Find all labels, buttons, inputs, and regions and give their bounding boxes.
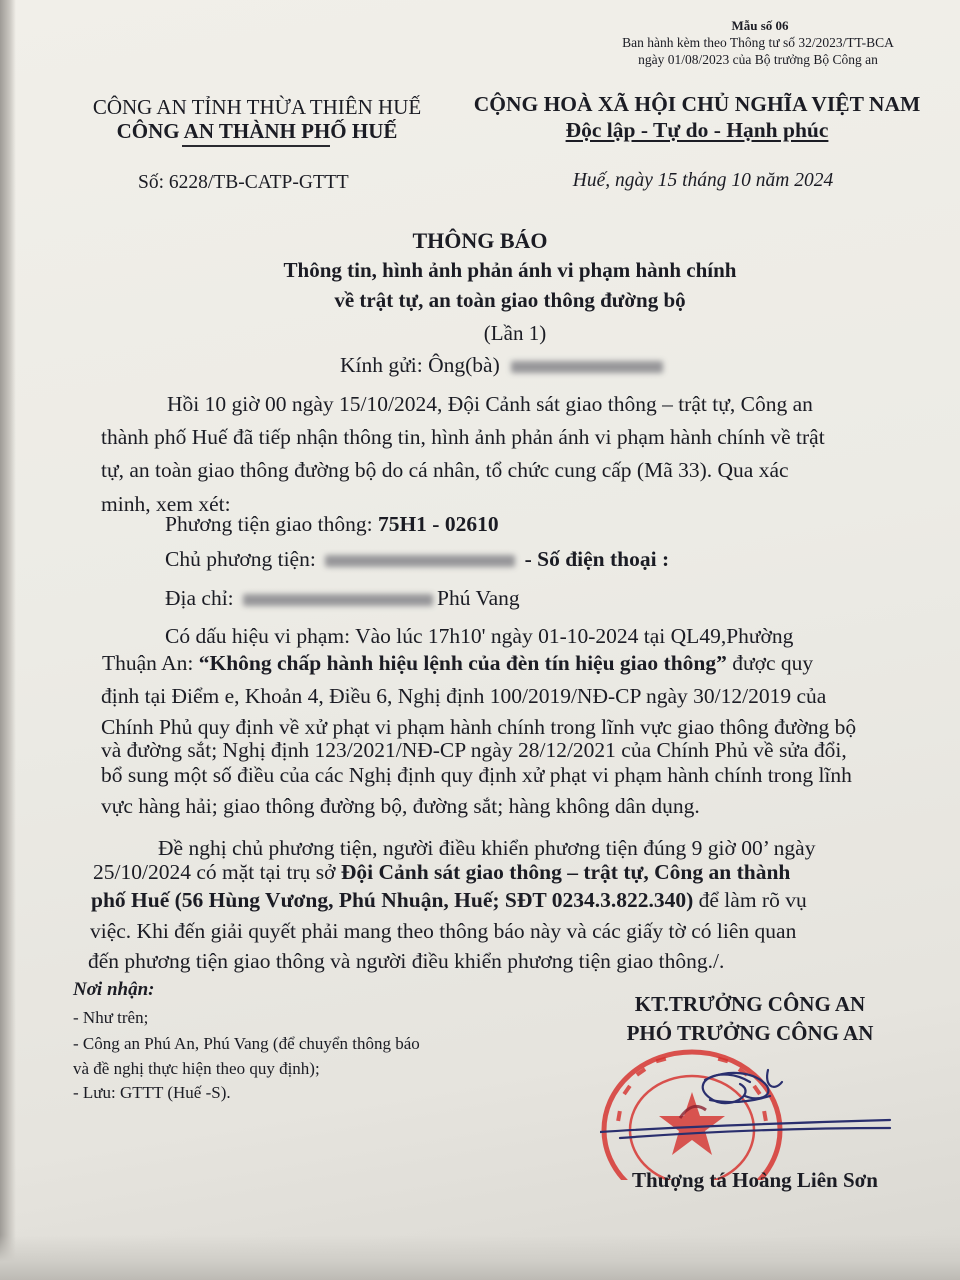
request-line-3-end: để làm rõ vụ — [693, 888, 807, 912]
violation-line-2 — [102, 653, 813, 675]
request-line-1: Đề nghị chủ phương tiện, người điều khiển phương tiện đúng 9 giờ 00’ ngày — [158, 836, 816, 860]
vehicle-plate: 75H1 - 02610 — [377, 512, 499, 536]
signer-name: Thượng tá Hoàng Liên Sơn — [632, 1168, 878, 1192]
nation-name: CỘNG HOÀ XÃ HỘI CHỦ NGHĨA VIỆT NAM — [473, 92, 921, 116]
address-line — [165, 588, 520, 610]
request-line-5: đến phương tiện giao thông và người điều khiển phương tiện giao thông./. — [88, 949, 725, 973]
signature-title-1: KT.TRƯỞNG CÔNG AN — [634, 992, 866, 1016]
agency-name-text: CÔNG AN THÀNH PHỐ HUẾ — [116, 119, 398, 143]
violation-line-7: vực hàng hải; giao thông đường bộ, đường sắt; hàng không dân dụng. — [101, 794, 700, 818]
request-line-4: việc. Khi đến giải quyết phải mang theo thông báo này và các giấy tờ có liên quan — [90, 919, 797, 943]
intro-line-2: thành phố Huế đã tiếp nhận thông tin, hình ảnh phản ánh vi phạm hành chính về trật — [101, 425, 825, 449]
paper-shadow-bottom — [0, 1235, 960, 1280]
violation-line-6: bổ sung một số điều của các Nghị định quy định xử phạt vi phạm hành chính trong lĩnh — [101, 763, 852, 787]
violation-line-3: định tại Điểm e, Khoản 4, Điều 6, Nghị định 100/2019/NĐ-CP ngày 30/12/2019 của — [101, 684, 827, 708]
violation-offense: “Không chấp hành hiệu lệnh của đèn tín hiệu giao thông” — [198, 651, 727, 675]
document-title: THÔNG BÁO — [412, 228, 548, 253]
intro-line-3: tự, an toàn giao thông đường bộ do cá nhân, tổ chức cung cấp (Mã 33). Qua xác — [101, 458, 789, 482]
recipient-line — [340, 355, 663, 377]
recipients-item-4: - Lưu: GTTT (Huế -S). — [73, 1083, 231, 1102]
redacted-recipient-name — [511, 361, 663, 373]
redacted-owner-name — [325, 555, 515, 567]
document-subtitle-2: về trật tự, an toàn giao thông đường bộ — [334, 288, 686, 312]
form-issued-line2: ngày 01/08/2023 của Bộ trưởng Bộ Công an — [638, 52, 878, 67]
request-date: 25/10/2024 có mặt tại trụ sở — [93, 860, 341, 884]
request-line-2 — [93, 862, 790, 884]
recipients-item-2: - Công an Phú An, Phú Vang (để chuyển thông báo — [73, 1034, 420, 1053]
agency-underline — [182, 145, 330, 147]
address-district: Phú Vang — [437, 586, 520, 610]
violation-location: Thuận An: — [102, 651, 199, 675]
redacted-address — [243, 594, 433, 606]
owner-line — [165, 549, 669, 571]
recipients-item-1: - Như trên; — [73, 1008, 149, 1027]
nation-motto: Độc lập - Tự do - Hạnh phúc — [565, 118, 829, 142]
intro-line-4: minh, xem xét: — [101, 492, 231, 516]
owner-phone-label: - Số điện thoại : — [524, 547, 670, 571]
document-subtitle-1: Thông tin, hình ảnh phản ánh vi phạm hành chính — [283, 258, 737, 282]
request-office-address: phố Huế (56 Hùng Vương, Phú Nhuận, Huế; SĐT 0234.3.822.340) — [91, 888, 694, 912]
recipients-heading: Nơi nhận: — [73, 979, 155, 1000]
request-office: Đội Cảnh sát giao thông – trật tự, Công an thành — [340, 860, 791, 884]
request-line-3 — [91, 890, 807, 912]
vehicle-label: Phương tiện giao thông: — [165, 512, 373, 536]
owner-label: Chủ phương tiện: — [165, 547, 316, 571]
violation-line-1: Có dấu hiệu vi phạm: Vào lúc 17h10' ngày 01-10-2024 tại QL49,Phường — [165, 624, 794, 648]
recipient-label: Kính gửi: Ông(bà) — [340, 353, 500, 377]
handwritten-signature — [600, 1040, 900, 1150]
intro-line-1: Hồi 10 giờ 00 ngày 15/10/2024, Đội Cảnh sát giao thông – trật tự, Công an — [167, 392, 813, 416]
agency-name — [62, 121, 452, 142]
address-label: Địa chỉ: — [165, 586, 234, 610]
document-round: (Lần 1) — [483, 321, 547, 345]
document-number: Số: 6228/TB-CATP-GTTT — [138, 172, 349, 193]
signature-title-2: PHÓ TRƯỞNG CÔNG AN — [626, 1021, 874, 1045]
form-number: Mẫu số 06 — [731, 18, 789, 33]
violation-line-4: Chính Phủ quy định về xử phạt vi phạm hành chính trong lĩnh vực giao thông đường bộ — [101, 715, 857, 739]
violation-line-5: và đường sắt; Nghị định 123/2021/NĐ-CP ngày 28/12/2021 của Chính Phủ về sửa đổi, — [101, 738, 847, 762]
form-issued-line1: Ban hành kèm theo Thông tư số 32/2023/TT-BCA — [622, 35, 894, 50]
paper-shadow-left — [0, 0, 16, 1280]
violation-line-2-end: được quy — [726, 651, 814, 675]
place-date: Huế, ngày 15 tháng 10 năm 2024 — [572, 170, 834, 191]
vehicle-line — [165, 514, 499, 536]
recipients-item-3: và đề nghị thực hiện theo quy định); — [73, 1059, 320, 1078]
agency-parent: CÔNG AN TỈNH THỪA THIÊN HUẾ — [92, 95, 422, 119]
